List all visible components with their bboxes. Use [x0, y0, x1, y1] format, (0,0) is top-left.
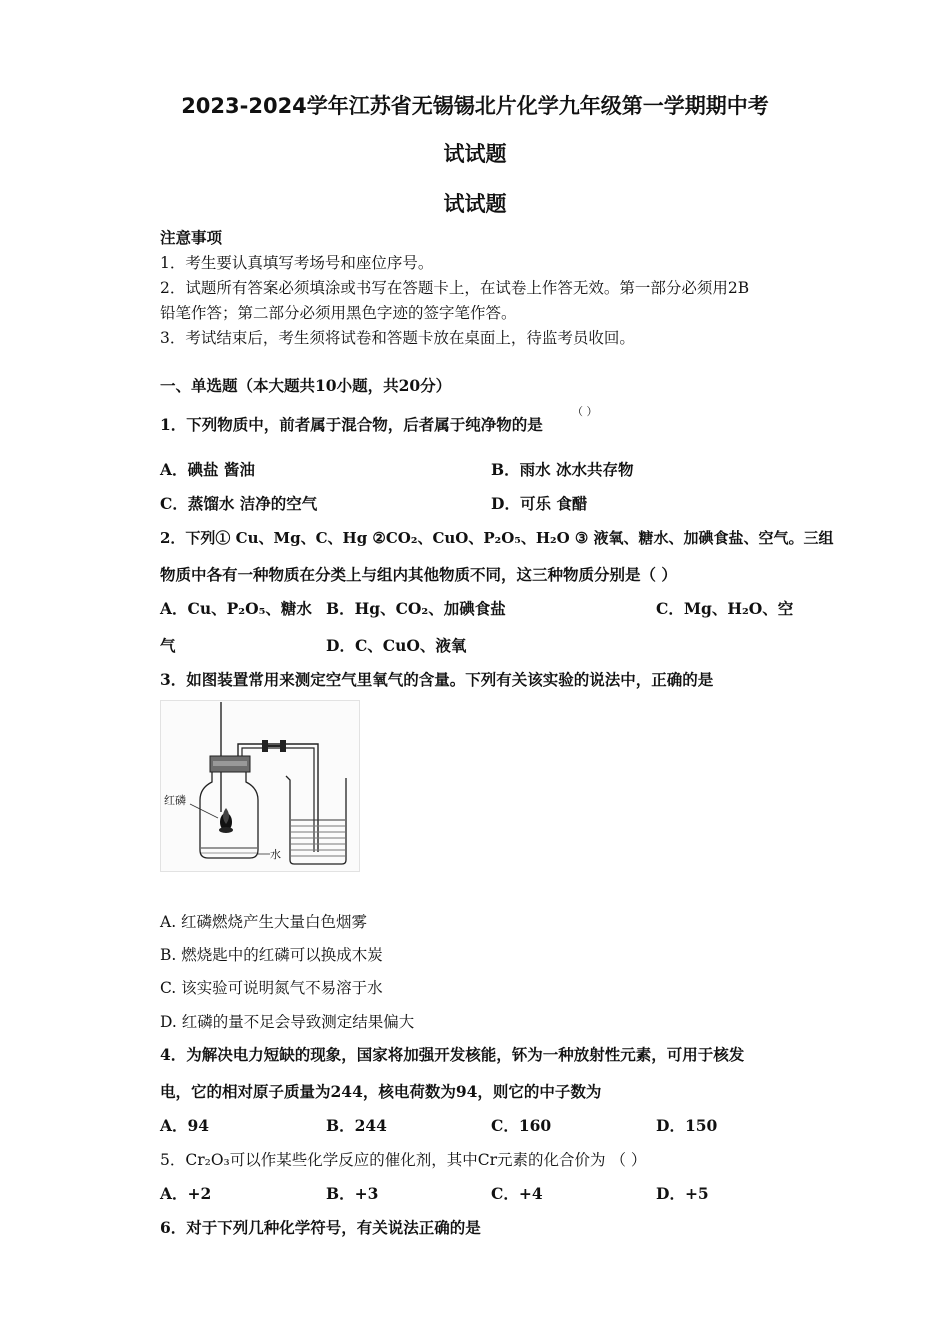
q4-line2: 电，它的相对原子质量为244，核电荷数为94，则它的中子数为: [160, 1082, 602, 1101]
q4-option-d: D．150: [656, 1116, 718, 1135]
q4-line1: 4．为解决电力短缺的现象，国家将加强开发核能，钚为一种放射性元素，可用于核发: [160, 1045, 745, 1064]
q2-line2: 物质中各有一种物质在分类上与组内其他物质不同，这三种物质分别是（ ）: [160, 565, 677, 584]
q4-option-b: B．244: [326, 1116, 387, 1135]
q5-option-b: B．+3: [326, 1184, 379, 1203]
section-heading: 一、单选题（本大题共10小题，共20分）: [160, 376, 452, 395]
q2-option-c: C．Mg、H₂O、空: [656, 599, 794, 618]
q2-line1: 2．下列① Cu、Mg、C、Hg ②CO₂、CuO、P₂O₅、H₂O ③ 液氧、糖水、加碘食盐、空气。三组: [160, 529, 834, 547]
q3-option-c: C. 该实验可说明氮气不易溶于水: [160, 979, 383, 997]
exam-title-line2: 试试题: [443, 142, 507, 166]
q2-option-c-cont: 气: [160, 636, 176, 655]
q2-option-d: D．C、CuO、液氧: [326, 636, 467, 655]
q5-stem: 5．Cr₂O₃可以作某些化学反应的催化剂，其中Cr元素的化合价为 （ ）: [160, 1151, 647, 1169]
q2-option-a: A．Cu、P₂O₅、糖水: [160, 599, 312, 618]
notice-item-2-cont: 铅笔作答；第二部分必须用黑色字迹的签字笔作答。: [160, 304, 517, 322]
q3-option-a: A. 红磷燃烧产生大量白色烟雾: [160, 913, 368, 931]
q6-stem: 6．对于下列几种化学符号，有关说法正确的是: [160, 1218, 481, 1237]
q4-option-a: A．94: [160, 1116, 210, 1135]
notice-heading: 注意事项: [160, 228, 223, 247]
q1-answer-paren: （ ）: [572, 405, 598, 418]
notice-item-1: 1．考生要认真填写考场号和座位序号。: [160, 254, 434, 272]
q3-option-d: D. 红磷的量不足会导致测定结果偏大: [160, 1013, 415, 1031]
exam-title-line3: 试试题: [443, 192, 507, 216]
q3-apparatus-figure: [160, 700, 360, 872]
q5-option-a: A．+2: [160, 1184, 212, 1203]
q5-option-c: C．+4: [491, 1184, 543, 1203]
q4-option-c: C．160: [491, 1116, 552, 1135]
notice-item-2: 2．试题所有答案必须填涂或书写在答题卡上，在试卷上作答无效。第一部分必须用2B: [160, 279, 750, 297]
label-water: 水: [270, 849, 281, 861]
notice-item-3: 3．考试结束后，考生须将试卷和答题卡放在桌面上，待监考员收回。: [160, 329, 635, 347]
label-phosphorus: 红磷: [164, 795, 186, 807]
q3-option-b: B. 燃烧匙中的红磷可以换成木炭: [160, 946, 383, 964]
q1-option-a: A．碘盐 酱油: [160, 460, 255, 479]
q2-option-b: B．Hg、CO₂、加碘食盐: [326, 599, 506, 618]
q1-option-d: D．可乐 食醋: [491, 494, 588, 513]
q5-option-d: D．+5: [656, 1184, 709, 1203]
q1-stem: 1．下列物质中，前者属于混合物，后者属于纯净物的是: [160, 415, 543, 434]
q1-option-c: C．蒸馏水 洁净的空气: [160, 494, 318, 513]
q1-option-b: B．雨水 冰水共存物: [491, 460, 634, 479]
q3-stem: 3．如图装置常用来测定空气里氧气的含量。下列有关该实验的说法中，正确的是: [160, 670, 714, 689]
exam-title-line1: 2023-2024学年江苏省无锡锡北片化学九年级第一学期期中考: [181, 94, 769, 118]
